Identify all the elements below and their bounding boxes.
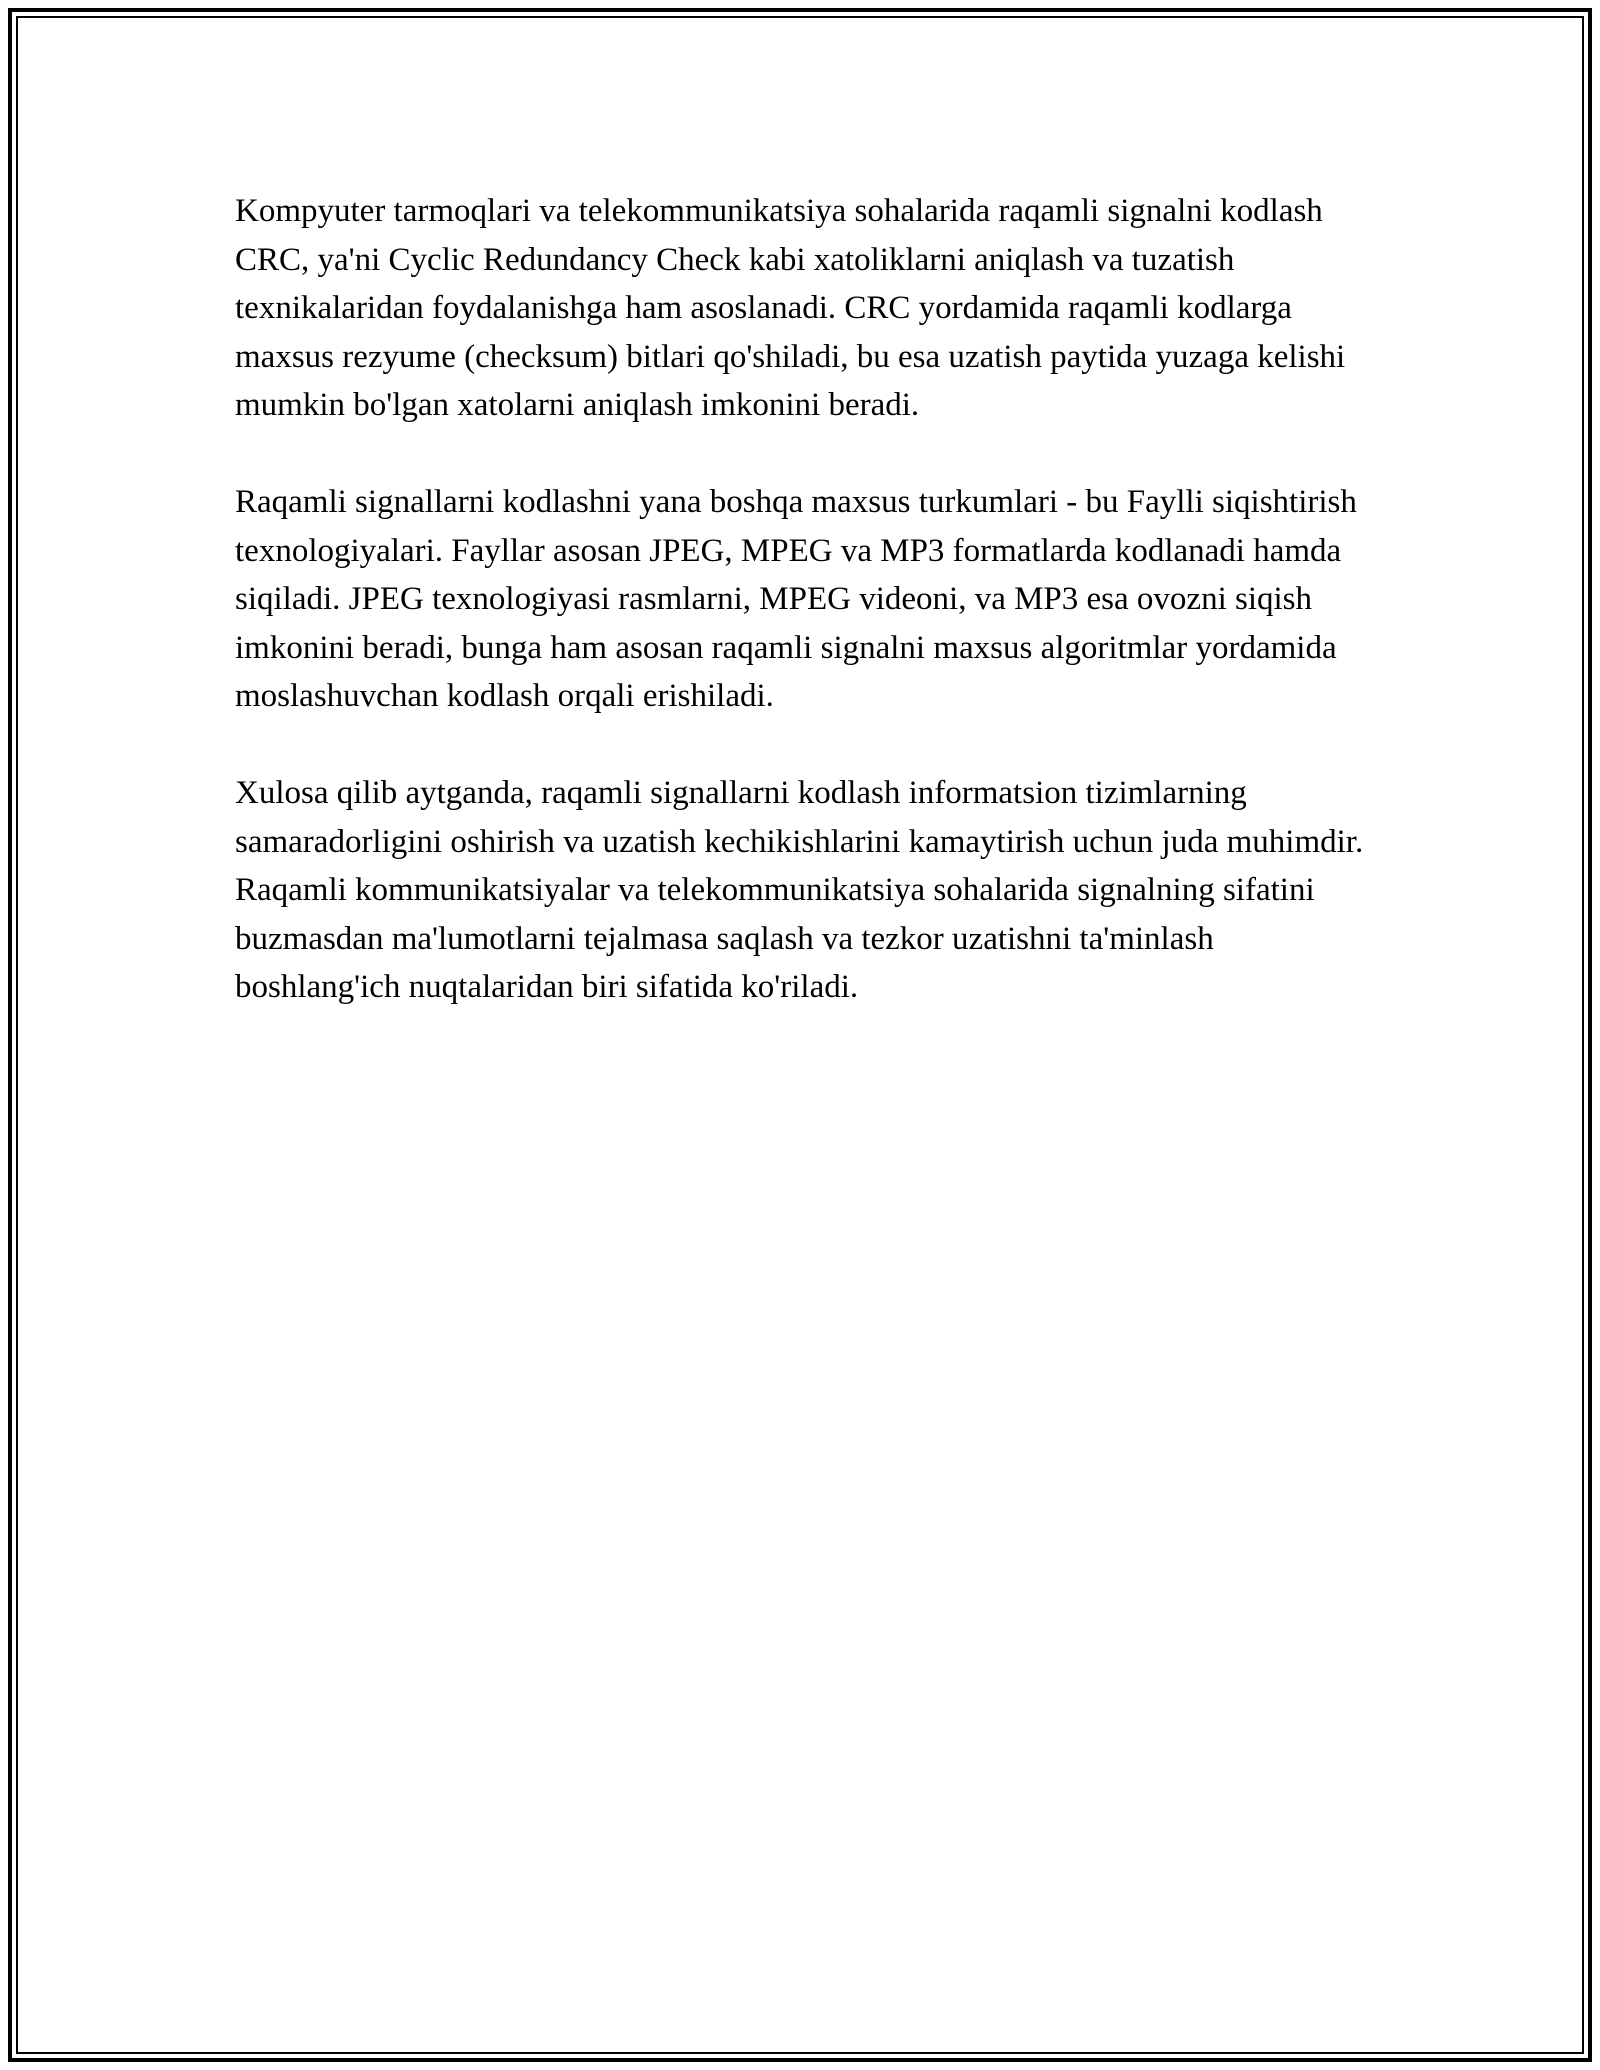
paragraph-compression: Raqamli signallarni kodlashni yana boshqa maxsus turkumlari - bu Faylli siqishtirish texnologiyalari. Fayllar asosan JPEG, MPEG va MP3 formatlarda kodlanadi hamda siqiladi. JPEG texnologiyasi rasmlarni, MPEG videoni, va MP3 esa ovozni siqish imkonini beradi, bunga ham asosan raqamli signalni maxsus algoritmlar yordamida moslashuvchan kodlash orqali erishiladi. — [235, 484, 1357, 714]
document-body — [235, 187, 1365, 1012]
paragraph-crc: Kompyuter tarmoqlari va telekommunikatsiya sohalarida raqamli signalni kodlash CRC, ya'ni Cyclic Redundancy Check kabi xatoliklarni aniqlash va tuzatish texnikalaridan foydalanishga ham asoslanadi. CRC yordamida raqamli kodlarga maxsus rezyume (checksum) bitlari qo'shiladi, bu esa uzatish paytida yuzaga kelishi mumkin bo'lgan xatolarni aniqlash imkonini beradi. — [235, 193, 1346, 423]
paragraph-conclusion: Xulosa qilib aytganda, raqamli signallarni kodlash informatsion tizimlarning samaradorligini oshirish va uzatish kechikishlarini kamaytirish uchun juda muhimdir. Raqamli kommunikatsiyalar va telekommunikatsiya sohalarida signalning sifatini buzmasdan ma'lumotlarni tejalmasa saqlash va tezkor uzatishni ta'minlash boshlang'ich nuqtalaridan biri sifatida ko'riladi. — [235, 775, 1364, 1005]
